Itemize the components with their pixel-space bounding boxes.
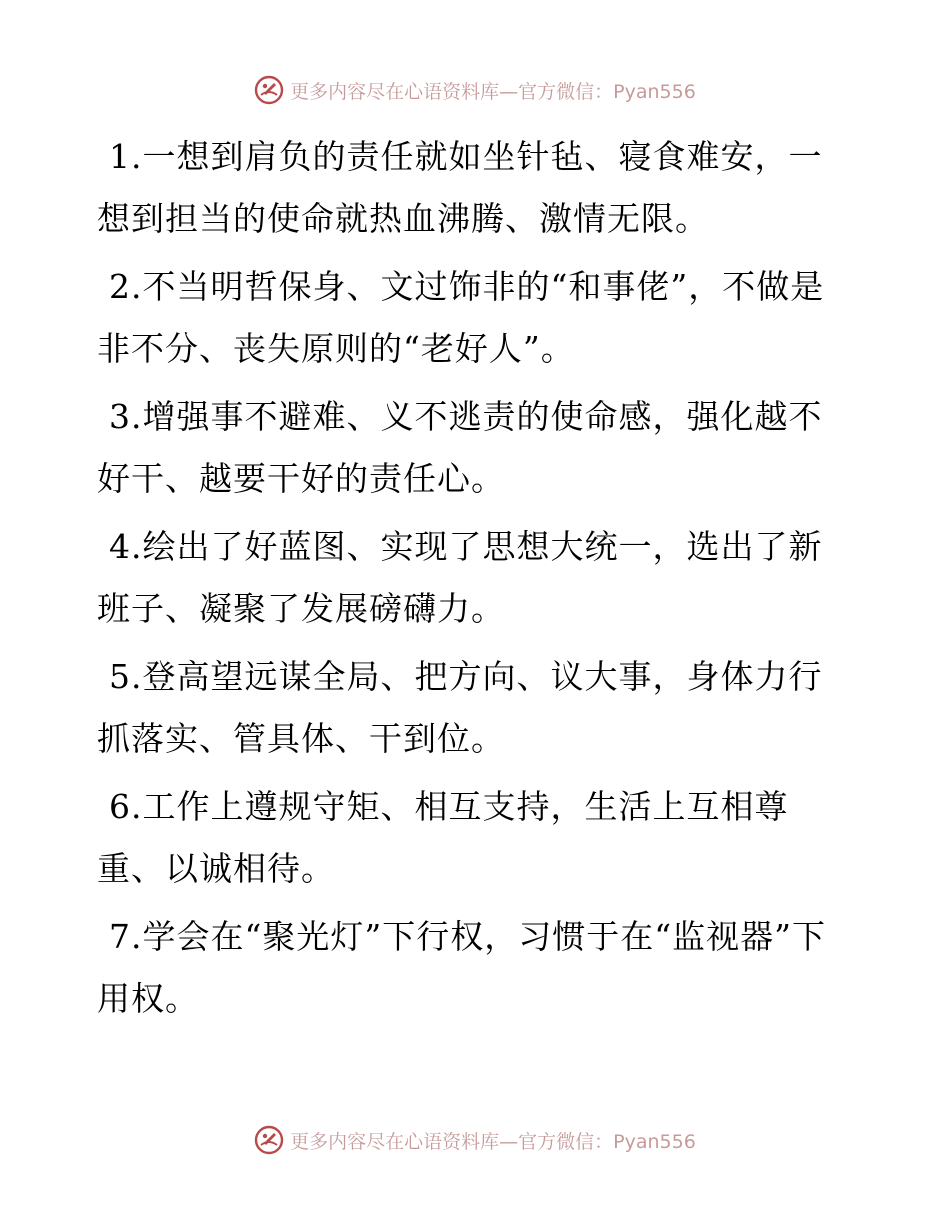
item-text: 登高望远谋全局、把方向、议大事，身体力行抓落实、管具体、干到位。 <box>97 657 823 758</box>
item-text: 工作上遵规守矩、相互支持，生活上互相尊重、以诚相待。 <box>97 787 789 888</box>
item-number: 2. <box>109 267 143 306</box>
item-text: 一想到肩负的责任就如坐针毡、寝食难安，一想到担当的使命就热血沸腾、激情无限。 <box>97 137 823 238</box>
item-text: 学会在“聚光灯”下行权，习惯于在“监视器”下用权。 <box>97 917 826 1018</box>
list-item <box>97 386 837 510</box>
header-banner <box>0 70 950 110</box>
item-text: 不当明哲保身、文过饰非的“和事佬”，不做是非不分、丧失原则的“老好人”。 <box>97 267 825 368</box>
list-item <box>97 906 837 1030</box>
book-pen-logo-icon <box>254 75 284 105</box>
item-number: 3. <box>109 397 143 436</box>
footer-promo-text: 更多内容尽在心语资料库—官方微信：Pyan556 <box>290 1130 696 1153</box>
list-item <box>97 126 837 250</box>
list-item <box>97 256 837 380</box>
item-number: 5. <box>109 657 143 696</box>
list-item <box>97 516 837 640</box>
document-body <box>97 126 837 1036</box>
list-item <box>97 776 837 900</box>
item-number: 1. <box>109 137 143 176</box>
item-number: 6. <box>109 787 143 826</box>
item-text: 绘出了好蓝图、实现了思想大统一，选出了新班子、凝聚了发展磅礴力。 <box>97 527 823 628</box>
header-promo-text: 更多内容尽在心语资料库—官方微信：Pyan556 <box>290 80 696 103</box>
list-item <box>97 646 837 770</box>
item-number: 7. <box>109 917 143 956</box>
book-pen-logo-icon <box>254 1125 284 1155</box>
footer-banner <box>0 1120 950 1160</box>
item-number: 4. <box>109 527 143 566</box>
item-text: 增强事不避难、义不逃责的使命感，强化越不好干、越要干好的责任心。 <box>97 397 823 498</box>
